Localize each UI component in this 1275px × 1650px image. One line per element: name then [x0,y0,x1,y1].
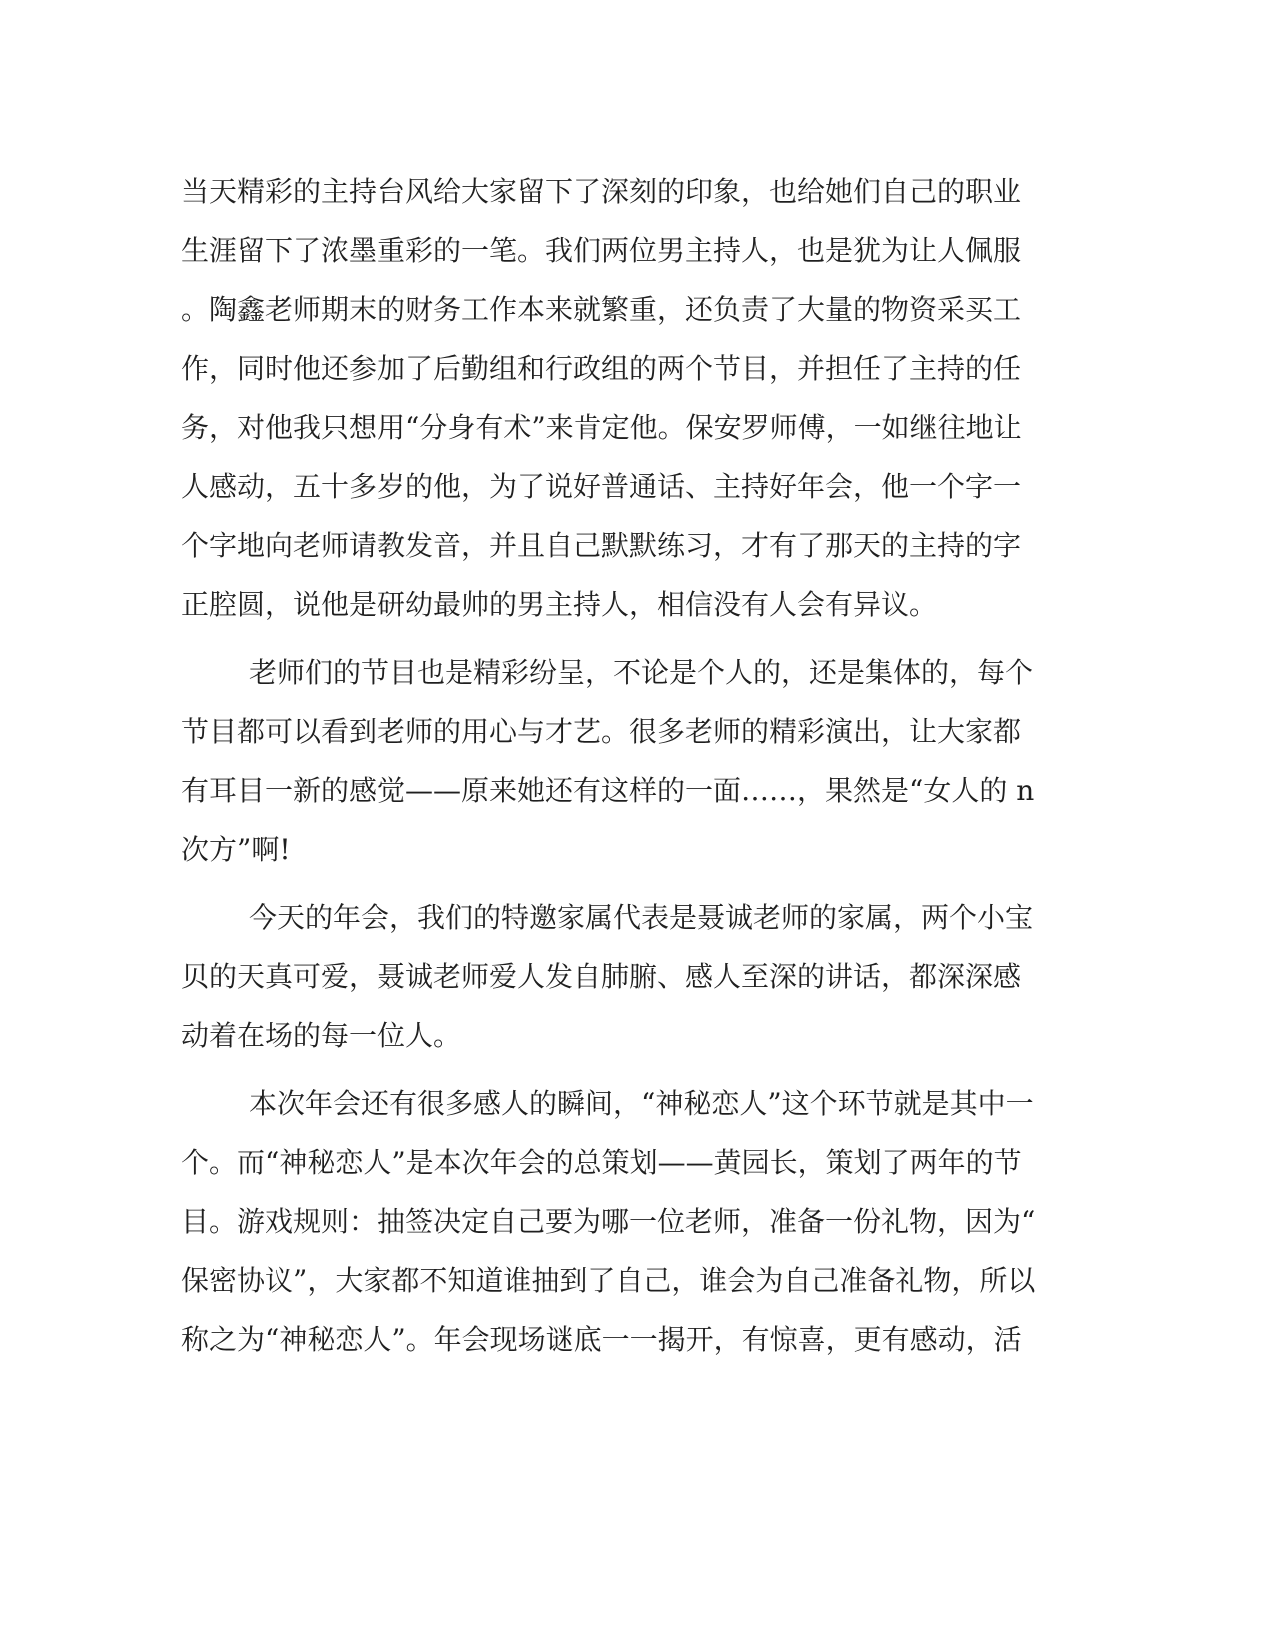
paragraph-performances [181,643,1035,879]
text-line: 个。而“神秘恋人”是本次年会的总策划——黄园长，策划了两年的节 [181,1146,1022,1179]
text-line: 人感动，五十多岁的他，为了说好普通话、主持好年会，他一个字一 [181,470,1022,503]
text-line: 称之为“神秘恋人”。年会现场谜底一一揭开，有惊喜，更有感动，活 [181,1323,1022,1356]
paragraph-family-guests [181,888,1034,1065]
text-line: 保密协议”，大家都不知道谁抽到了自己，谁会为自己准备礼物，所以 [181,1264,1036,1297]
text-line: 生涯留下了浓墨重彩的一笔。我们两位男主持人，也是犹为让人佩服 [181,234,1022,267]
text-line: 作，同时他还参加了后勤组和行政组的两个节目，并担任了主持的任 [181,352,1022,385]
text-line: 次方”啊! [181,833,291,866]
text-line: 贝的天真可爱，聂诚老师爱人发自肺腑、感人至深的讲话，都深深感 [181,960,1022,993]
text-line: 有耳目一新的感觉——原来她还有这样的一面……，果然是“女人的 n [181,774,1035,807]
text-line: 。陶鑫老师期末的财务工作本来就繁重，还负责了大量的物资采买工 [181,293,1022,326]
text-line: 目。游戏规则：抽签决定自己要为哪一位老师，准备一份礼物，因为“ [181,1205,1036,1238]
text-line: 动着在场的每一位人。 [181,1019,462,1052]
text-line: 节目都可以看到老师的用心与才艺。很多老师的精彩演出，让大家都 [181,715,1022,748]
paragraph-secret-lover [181,1074,1036,1369]
text-line: 个字地向老师请教发音，并且自己默默练习，才有了那天的主持的字 [181,529,1022,562]
text-line: 务，对他我只想用“分身有术”来肯定他。保安罗师傅，一如继往地让 [181,411,1022,444]
document-body [181,162,1036,1369]
text-line: 正腔圆，说他是研幼最帅的男主持人，相信没有人会有异议。 [181,588,938,621]
text-line: 老师们的节目也是精彩纷呈，不论是个人的，还是集体的，每个 [249,656,1034,689]
text-line: 当天精彩的主持台风给大家留下了深刻的印象，也给她们自己的职业 [181,175,1022,208]
paragraph-hosts [181,162,1031,634]
text-line: 今天的年会，我们的特邀家属代表是聂诚老师的家属，两个小宝 [249,901,1034,934]
text-line: 本次年会还有很多感人的瞬间，“神秘恋人”这个环节就是其中一 [249,1087,1034,1120]
